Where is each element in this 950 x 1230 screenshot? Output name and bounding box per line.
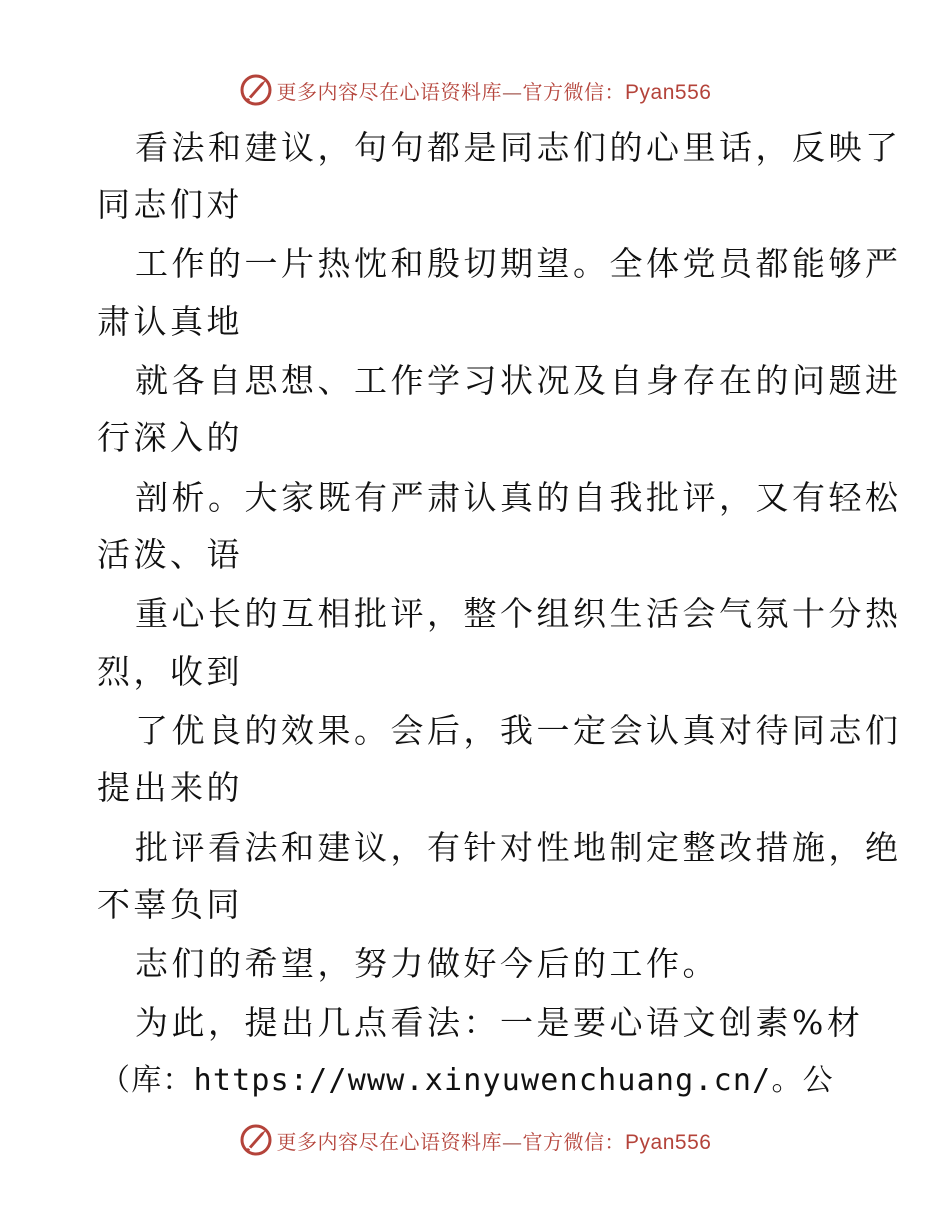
footer-banner: [0, 1120, 950, 1160]
text-line: 肃认真地: [97, 302, 243, 341]
text-line: 看法和建议，句句都是同志们的心里话，反映了: [135, 128, 902, 167]
banner-wechat-id: Pyan556: [625, 80, 712, 104]
banner-suffix: 官方微信：: [522, 79, 626, 104]
banner-text: [277, 1126, 712, 1155]
text-line: 烈，收到: [97, 652, 243, 691]
text-line: 批评看法和建议，有针对性地制定整改措施，绝: [135, 828, 902, 867]
text-line: （库：https://www.xinyuwenchuang.cn/。公: [100, 1063, 834, 1098]
quill-pen-logo-icon: [239, 1123, 273, 1157]
text-line: 工作的一片热忱和殷切期望。全体党员都能够严: [135, 244, 902, 283]
banner-main: 更多内容尽在心语资料库: [276, 79, 503, 104]
text-line: 提出来的: [97, 768, 243, 807]
text-line: 行深入的: [97, 418, 243, 457]
text-line: 剖析。大家既有严肃认真的自我批评，又有轻松: [135, 478, 902, 517]
banner-main: 更多内容尽在心语资料库: [276, 1129, 503, 1154]
text-line: 了优良的效果。会后，我一定会认真对待同志们: [135, 711, 902, 750]
text-line: 为此，提出几点看法：一是要心语文创素%材: [135, 1003, 864, 1042]
text-line: 重心长的互相批评，整个组织生活会气氛十分热: [135, 594, 902, 633]
text-line: 志们的希望，努力做好今后的工作。: [135, 944, 719, 983]
header-banner: [0, 70, 950, 110]
text-line: 不辜负同: [97, 885, 243, 924]
text-line: 活泼、语: [97, 535, 243, 574]
banner-text: [277, 76, 712, 105]
banner-suffix: 官方微信：: [522, 1129, 626, 1154]
text-line: 就各自思想、工作学习状况及自身存在的问题进: [135, 361, 902, 400]
text-line: 同志们对: [97, 185, 243, 224]
banner-separator: —: [502, 79, 523, 104]
banner-wechat-id: Pyan556: [625, 1130, 712, 1154]
quill-pen-logo-icon: [239, 73, 273, 107]
banner-separator: —: [502, 1129, 523, 1154]
